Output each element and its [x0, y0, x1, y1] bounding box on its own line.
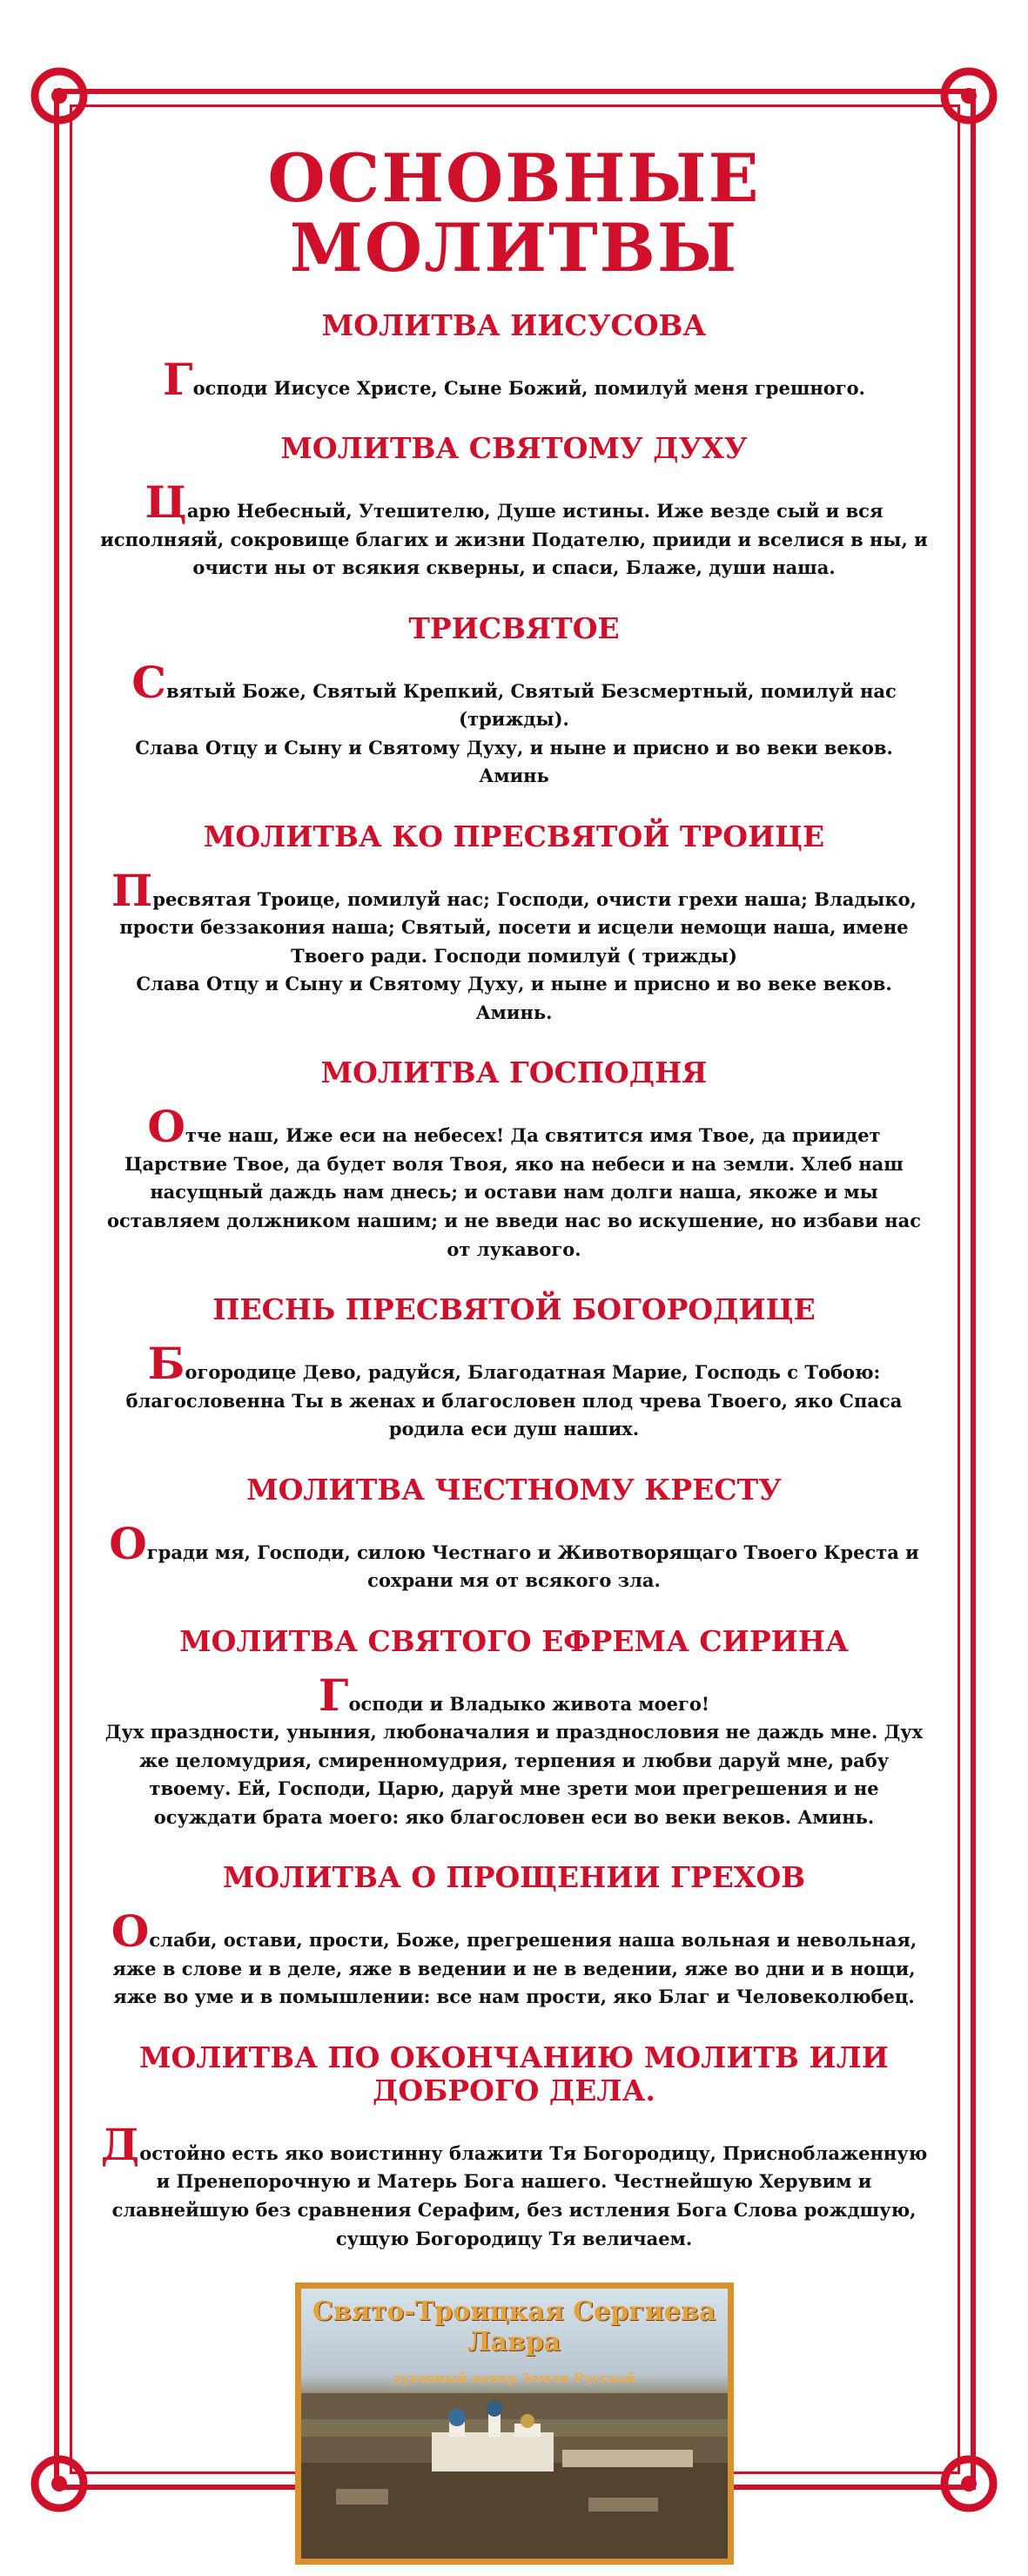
page-title: ОСНОВНЫЕ МОЛИТВЫ — [267, 139, 761, 287]
prayer-text — [96, 656, 932, 791]
prayer-text — [96, 1338, 932, 1444]
prayer-line — [96, 1517, 932, 1595]
prayer-line-text: арю Небесный, Утешителю, Душе истины. Иже везде сый и вся исполняяй, сокровище благих и жизни Подателю, прииди и вселися в ны, и очисти ны от всякия скверны, и спаси, Блаже, души наша. — [100, 500, 928, 579]
prayer-heading: МОЛИТВА ГОСПОДНЯ — [320, 1055, 708, 1090]
prayer-line — [96, 353, 932, 405]
prayer-section — [96, 1473, 932, 1595]
prayer-section — [96, 1625, 932, 1832]
prayer-line-text: гради мя, Господи, силою Честнаго и Животворящаго Твоего Креста и сохрани мя от всякого зла. — [146, 1541, 919, 1592]
prayer-line-text: Аминь. — [475, 1001, 553, 1023]
prayer-line — [96, 1101, 932, 1264]
prayers-content — [96, 131, 932, 2565]
prayer-line-text: тче наш, Иже еси на небесех! Да святится имя Твое, да приидет Царствие Твое, да будет воля Твоя, яко на небеси и на земли. Хлеб наш насущный даждь нам днесь; и остави нам долги наша, якоже и мы оставляем должником нашим; и не введи нас во искушение, но избави нас от лукавого. — [106, 1124, 922, 1260]
prayer-section — [96, 612, 932, 791]
drop-cap-initial: Б — [147, 1338, 185, 1390]
prayer-section — [96, 820, 932, 1028]
prayer-line-text: слаби, остави, прости, Боже, прегрешения наша вольная и невольная, яже в слове и в деле, яже в ведении и не в ведении, яже во дни и в нощи, яже во уме и в помышлении: все нам прости, яко Благ и Человеколюбец. — [112, 1929, 917, 2008]
drop-cap-initial: Ц — [144, 476, 187, 529]
prayer-text — [96, 2118, 932, 2253]
prayer-text — [96, 1101, 932, 1264]
prayer-line — [96, 476, 932, 583]
drop-cap-initial: Г — [163, 353, 193, 405]
prayer-line — [96, 734, 932, 763]
prayer-line — [96, 2118, 932, 2253]
prayer-line-text: Слава Отцу и Сыну и Святому Духу, и ныне и присно и во веке веков. — [136, 973, 892, 995]
prayer-line — [96, 999, 932, 1028]
prayer-text — [96, 1905, 932, 2012]
drop-cap-initial: П — [111, 864, 153, 916]
prayer-section — [96, 2041, 932, 2253]
drop-cap-initial: Г — [318, 1669, 349, 1721]
prayer-line-text: осподи и Владыко живота моего! — [348, 1692, 710, 1715]
prayer-heading: ПЕСНЬ ПРЕСВЯТОЙ БОГОРОДИЦЕ — [212, 1292, 816, 1327]
prayer-line-text: огородице Дево, радуйся, Благодатная Марие, Господь с Тобою: благословенна Ты в женах и благословен плод чрева Твоего, яко Спаса родила еси душ наших. — [125, 1361, 903, 1440]
prayer-section — [96, 1056, 932, 1264]
prayer-heading: МОЛИТВА О ПРОЩЕНИИ ГРЕХОВ — [222, 1860, 806, 1895]
prayer-line-text: вятый Боже, Святый Крепкий, Святый Безсмертный, помилуй нас (трижды). — [166, 679, 897, 731]
prayer-text — [96, 1517, 932, 1595]
prayer-heading: ТРИСВЯТОЕ — [408, 610, 620, 645]
prayer-heading: МОЛИТВА КО ПРЕСВЯТОЙ ТРОИЦЕ — [203, 819, 825, 853]
photo-caption-subtitle: духовный центр Земли Русской — [392, 2370, 636, 2387]
prayer-line — [96, 656, 932, 734]
prayer-line — [96, 1718, 932, 1831]
drop-cap-initial: О — [109, 1517, 147, 1569]
prayer-text — [96, 476, 932, 583]
prayer-section — [96, 307, 932, 405]
prayer-line — [96, 1669, 932, 1721]
prayer-heading: МОЛИТВА СВЯТОМУ ДУХУ — [280, 431, 748, 466]
prayer-section — [96, 1293, 932, 1444]
prayer-section — [96, 432, 932, 583]
drop-cap-initial: О — [111, 1905, 150, 1958]
lavra-photo — [295, 2283, 734, 2565]
prayer-line — [96, 1338, 932, 1444]
prayer-line-text: остойно есть яко воистинну блажити Тя Богородицу, Присноблаженную и Пренепорочную и Матерь Бога нашего. Честнейшую Херувим и славнейшую без сравнения Серафим, без истления Бога Слова рождшую, сущую Богородицу Тя величаем. — [111, 2141, 928, 2249]
prayer-text — [96, 1669, 932, 1832]
prayer-heading: МОЛИТВА ЧЕСТНОМУ КРЕСТУ — [246, 1472, 782, 1507]
photo-caption-title: Свято-Троицкая Сергиева Лавра — [312, 2296, 716, 2357]
prayer-line — [96, 864, 932, 971]
prayer-heading: МОЛИТВА СВЯТОГО ЕФРЕМА СИРИНА — [179, 1623, 849, 1658]
prayer-sections — [96, 309, 932, 2253]
prayer-line — [96, 1905, 932, 2012]
prayer-heading: МОЛИТВА ИИСУСОВА — [321, 307, 707, 342]
prayer-section — [96, 1861, 932, 2012]
prayer-heading: МОЛИТВА ПО ОКОНЧАНИЮ МОЛИТВ ИЛИ ДОБРОГО ДЕЛА. — [139, 2040, 889, 2107]
prayer-line-text: Слава Отцу и Сыну и Святому Духу, и ныне и присно и во веки веков. — [135, 736, 893, 759]
drop-cap-initial: Д — [100, 2118, 140, 2170]
prayer-line-text: ресвятая Троице, помилуй нас; Господи, очисти грехи наша; Владыко, прости беззакония наша; Святый, посети и исцели немощи наша, имене Твоего ради. Господи помилуй ( трижды) — [119, 887, 917, 967]
prayer-line-text: Аминь — [479, 765, 549, 787]
prayer-line-text: Дух праздности, уныния, любоначалия и празднословия не даждь мне. Дух же целомудрия, смиренномудрия, терпения и любви даруй мне, рабу твоему. Ей, Господи, Царю, даруй мне зрети мои прегрешения и не осуждати брата моего: яко благословен еси во веки веков. Аминь. — [104, 1721, 924, 1828]
drop-cap-initial: О — [147, 1101, 185, 1153]
drop-cap-initial: С — [131, 656, 167, 708]
prayer-text — [96, 864, 932, 1028]
prayer-line — [96, 970, 932, 999]
prayer-text — [96, 353, 932, 405]
prayer-line-text: осподи Иисусе Христе, Сыне Божий, помилуй меня грешного. — [192, 376, 865, 399]
prayer-line — [96, 762, 932, 791]
